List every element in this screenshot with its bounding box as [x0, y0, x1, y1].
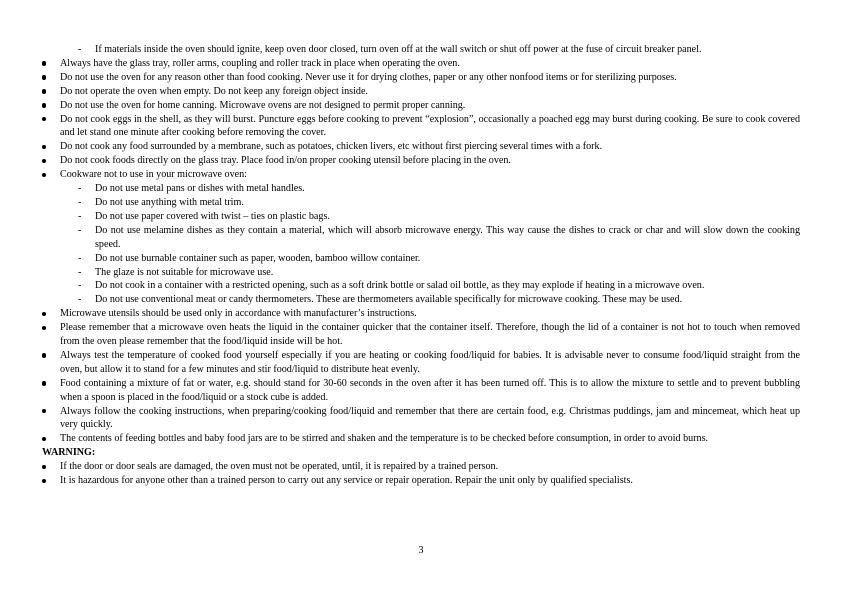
- cookware-item-text: Do not use metal pans or dishes with metal handles.: [95, 183, 305, 195]
- bullet-icon: [42, 312, 46, 316]
- bullet-icon: [42, 437, 46, 441]
- fire-instruction: [42, 43, 800, 57]
- cookware-item-text: Do not use paper covered with twist – ties on plastic bags.: [95, 210, 330, 222]
- safety-instructions: [42, 43, 800, 488]
- cookware-item: [42, 266, 800, 280]
- bullet-icon: [42, 173, 46, 177]
- cookware-item-text: Do not cook in a container with a restricted opening, such as a soft drink bottle or salad oil bottle, as they may explode if heating in a microwave oven.: [95, 280, 705, 292]
- warning-heading: WARNING:: [42, 447, 96, 459]
- list-item: [42, 85, 800, 99]
- cookware-list: [42, 182, 800, 307]
- list-item-text: Do not cook eggs in the shell, as they will burst. Puncture eggs before cooking to prevent “explosion”, occasionally a poached egg may burst during cooking. Be sure to cook covered and let stand one minute after cooking before removing the cover.: [60, 113, 800, 139]
- list-item: [42, 113, 800, 141]
- cookware-item: [42, 182, 800, 196]
- cookware-item: [42, 252, 800, 266]
- bullet-icon: [42, 326, 46, 330]
- list-item: [42, 168, 800, 182]
- cookware-heading: Cookware not to use in your microwave oven:: [60, 169, 247, 181]
- bullet-icon: [42, 117, 46, 121]
- cookware-item: [42, 196, 800, 210]
- list-item: [42, 405, 800, 433]
- list-item: [42, 307, 800, 321]
- list-item: [42, 377, 800, 405]
- bullet-icon: [42, 159, 46, 163]
- bullet-icon: [42, 89, 46, 93]
- list-item-text: Microwave utensils should be used only in accordance with manufacturer’s instructions.: [60, 308, 417, 320]
- bullet-icon: [42, 103, 46, 107]
- list-item: [42, 99, 800, 113]
- cookware-item-text: Do not use melamine dishes as they contain a material, which will absorb microwave energy. This way cause the dishes to crack or char and will slow down the cooking speed.: [95, 224, 800, 250]
- list-item-text: Do not operate the oven when empty. Do not keep any foreign object inside.: [60, 85, 368, 97]
- warning-list: [42, 460, 800, 488]
- cookware-item: [42, 224, 800, 252]
- cookware-item-text: The glaze is not suitable for microwave use.: [95, 266, 274, 278]
- cookware-item: [42, 279, 800, 293]
- list-item-text: Do not cook foods directly on the glass tray. Place food in/on proper cooking utensil before placing in the oven.: [60, 155, 511, 167]
- dash-marker: -: [78, 224, 82, 236]
- cookware-item-text: Do not use anything with metal trim.: [95, 196, 244, 208]
- list-item-text: Always have the glass tray, roller arms, coupling and roller track in place when operating the oven.: [60, 57, 460, 69]
- bullet-icon: [42, 353, 46, 357]
- warning-item-text: It is hazardous for anyone other than a trained person to carry out any service or repair operation. Repair the unit only by qualified specialists.: [60, 475, 633, 487]
- list-item-text: Do not cook any food surrounded by a membrane, such as potatoes, chicken livers, etc without first piercing several times with a fork.: [60, 141, 603, 153]
- cookware-item: [42, 210, 800, 224]
- bullet-icon: [42, 145, 46, 149]
- bullet-icon: [42, 61, 46, 65]
- cookware-item-text: Do not use burnable container such as paper, wooden, bamboo willow container.: [95, 252, 421, 264]
- cookware-item: [42, 293, 800, 307]
- list-item: [42, 321, 800, 349]
- warning-item-text: If the door or door seals are damaged, the oven must not be operated, until, it is repaired by a trained person.: [60, 461, 499, 473]
- bullet-icon: [42, 479, 46, 483]
- list-item: [42, 432, 800, 446]
- dash-marker: -: [78, 183, 82, 195]
- list-item-text: Food containing a mixture of fat or water, e.g. should stand for 30-60 seconds in the oven after it has been turned off. This is to allow the mixture to settle and to prevent bubbling when a spoon is placed in the food/liquid or a stock cube is added.: [60, 377, 800, 403]
- list-item-text: Do not use the oven for home canning. Microwave ovens are not designed to permit proper canning.: [60, 99, 466, 111]
- dash-marker: -: [78, 196, 82, 208]
- dash-marker: -: [78, 210, 82, 222]
- bullet-icon: [42, 381, 46, 385]
- list-item: [42, 71, 800, 85]
- list-item: [42, 140, 800, 154]
- warning-item: [42, 474, 800, 488]
- list-item-text: The contents of feeding bottles and baby food jars are to be stirred and shaken and the temperature is to be checked before consumption, in order to avoid burns.: [60, 433, 709, 445]
- list-item: [42, 349, 800, 377]
- warning-item: [42, 460, 800, 474]
- list-item-text: Do not use the oven for any reason other than food cooking. Never use it for drying clothes, paper or any other nonfood items or for sterilizing purposes.: [60, 71, 677, 83]
- dash-marker: -: [78, 280, 82, 292]
- dash-marker: -: [78, 44, 82, 55]
- list-item: [42, 57, 800, 71]
- page-number: 3: [418, 545, 424, 556]
- dash-marker: -: [78, 294, 82, 306]
- list-item: [42, 154, 800, 168]
- bullet-icon: [42, 465, 46, 469]
- utensil-rules-list: [42, 307, 800, 446]
- list-item-text: Always follow the cooking instructions, when preparing/cooking food/liquid and remember that there are certain food, e.g. Christmas puddings, jam and mincemeat, which heat up very quickly.: [60, 405, 800, 431]
- dash-marker: -: [78, 266, 82, 278]
- list-item-text: Please remember that a microwave oven heats the liquid in the container quicker that the container itself. Therefore, though the lid of a container is not hot to touch when removed from the oven please remember that the food/liquid inside will be hot.: [60, 322, 800, 348]
- list-item-text: Always test the temperature of cooked food yourself especially if you are heating or cooking food/liquid for babies. It is advisable never to consume food/liquid straight from the oven, but allow it to stand for a few minutes and stir food/liquid to distribute heat evenly.: [60, 349, 800, 375]
- fire-instruction-text: If materials inside the oven should ignite, keep oven door closed, turn oven off at the wall switch or shut off power at the fuse of circuit breaker panel.: [95, 44, 702, 55]
- bullet-icon: [42, 75, 46, 79]
- dash-marker: -: [78, 252, 82, 264]
- general-rules-list: [42, 57, 800, 182]
- bullet-icon: [42, 409, 46, 413]
- cookware-item-text: Do not use conventional meat or candy thermometers. These are thermometers available specifically for microwave cooking. These may be used.: [95, 294, 683, 306]
